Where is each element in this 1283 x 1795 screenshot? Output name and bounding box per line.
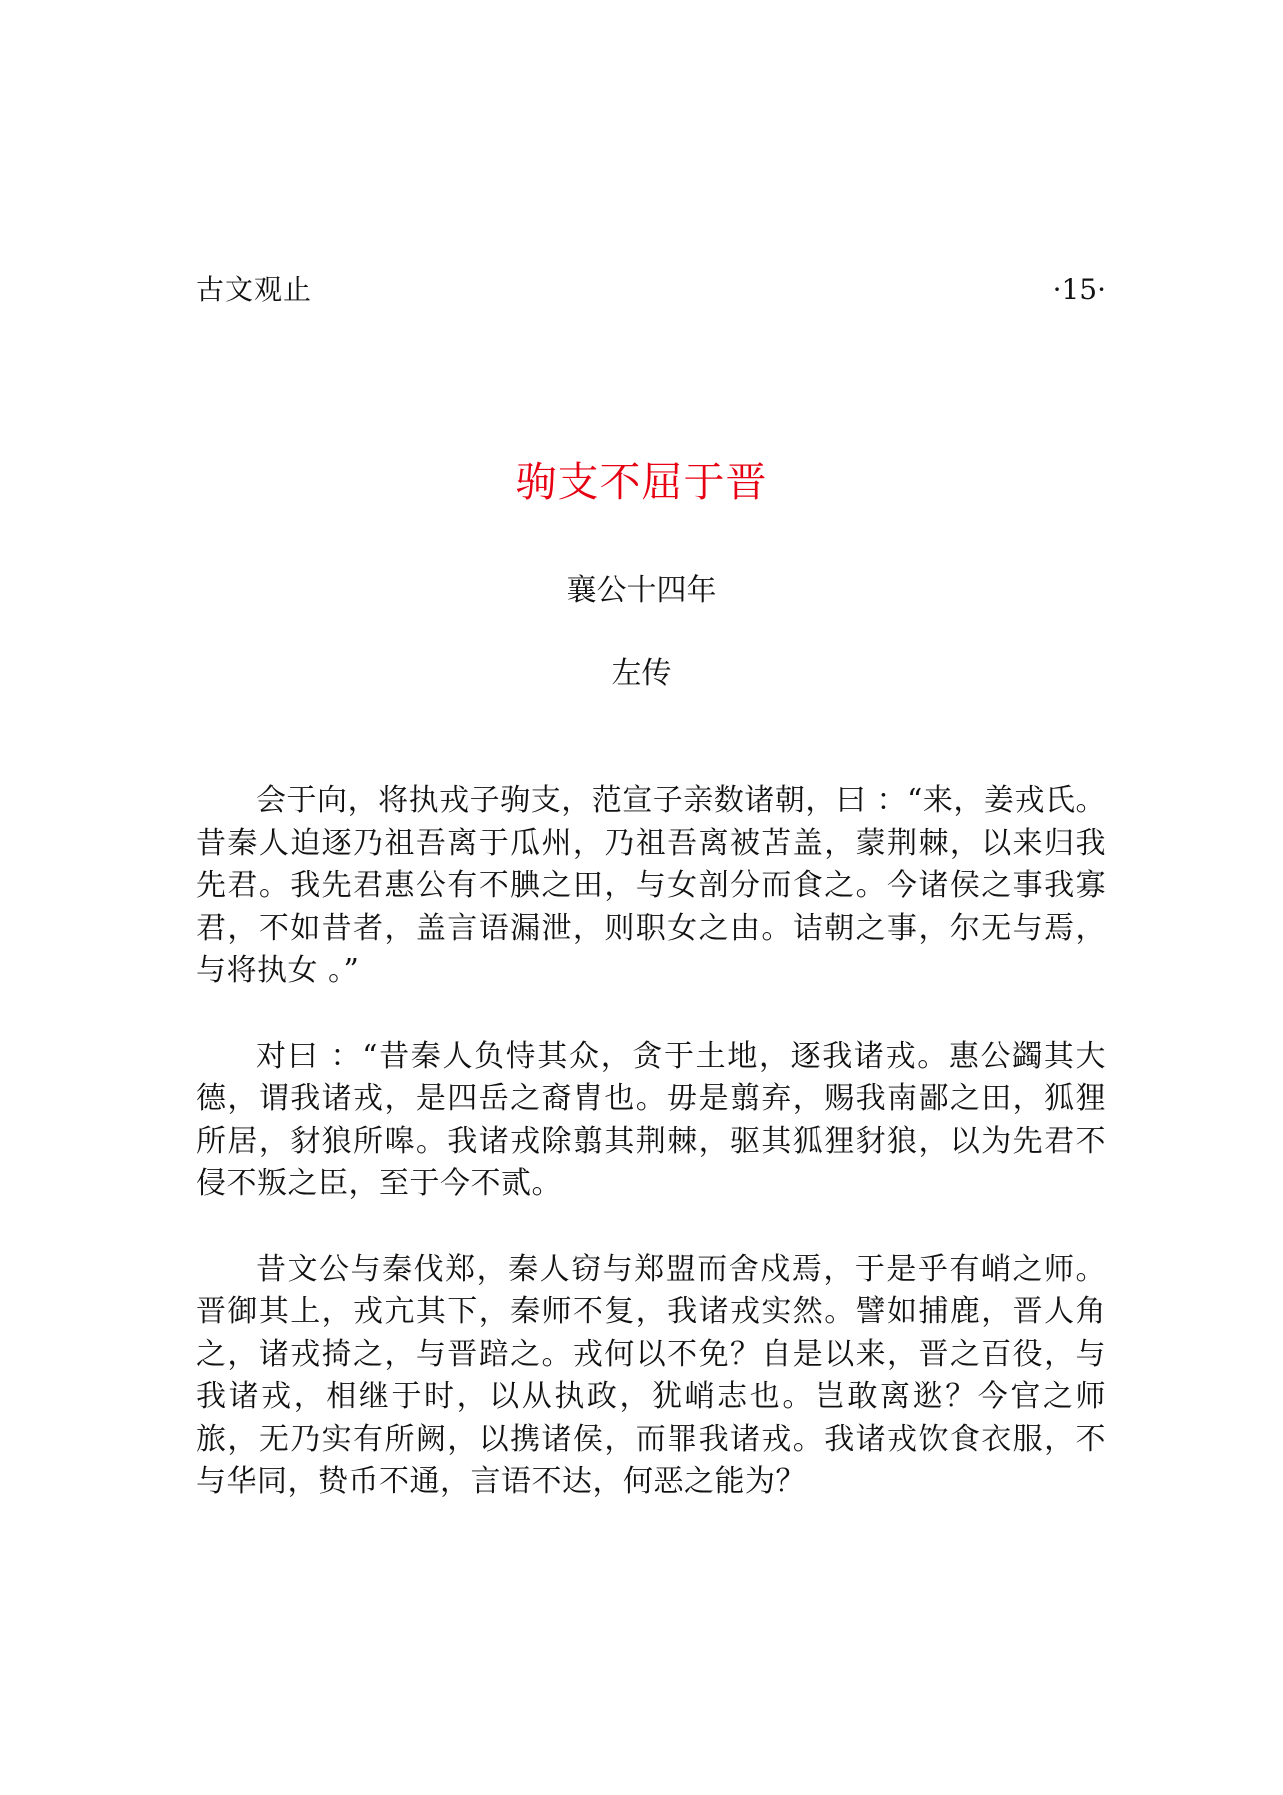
article-body (196, 780, 1106, 1547)
book-title: 古文观止 (196, 273, 313, 306)
paragraph-3: 昔文公与秦伐郑，秦人窃与郑盟而舍戍焉，于是乎有峭之师。晋御其上，戎亢其下，秦师不复，我诸戎实然。譬如捕鹿，晋人角之，诸戎掎之，与晋踣之。戎何以不免？自是以来，晋之百役，与我诸戎，相继于时，以从执政，犹峭志也。岂敢离逖？今官之师旅，无乃实有所阙，以携诸侯，而罪我诸戎。我诸戎饮食衣服，不与华同，贽币不通，言语不达，何恶之能为？ (196, 1251, 1106, 1499)
paragraph-2: 对曰 ：“昔秦人负恃其众，贪于土地，逐我诸戎。惠公蠲其大德，谓我诸戎，是四岳之裔胄也。毋是翦弃，赐我南鄙之田，狐狸所居，豺狼所嗥。我诸戎除翦其荆棘，驱其狐狸豺狼，以为先君不侵不叛之臣，至于今不贰。 (196, 1038, 1106, 1201)
paragraph-1: 会于向，将执戎子驹支，范宣子亲数诸朝，曰 ：“来，姜戎氏。昔秦人迫逐乃祖吾离于瓜州，乃祖吾离被苫盖，蒙荆棘，以来归我先君。我先君惠公有不腆之田，与女剖分而食之。今诸侯之事我寡君，不如昔者，盖言语漏泄，则职女之由。诘朝之事，尔无与焉，与将执女 。” (196, 783, 1106, 988)
running-header (196, 270, 1106, 310)
article-year: 襄公十四年 (566, 573, 717, 608)
article-source: 左传 (611, 656, 672, 691)
article-title: 驹支不屈于晋 (515, 458, 768, 506)
page-number: ·15· (1052, 273, 1106, 306)
